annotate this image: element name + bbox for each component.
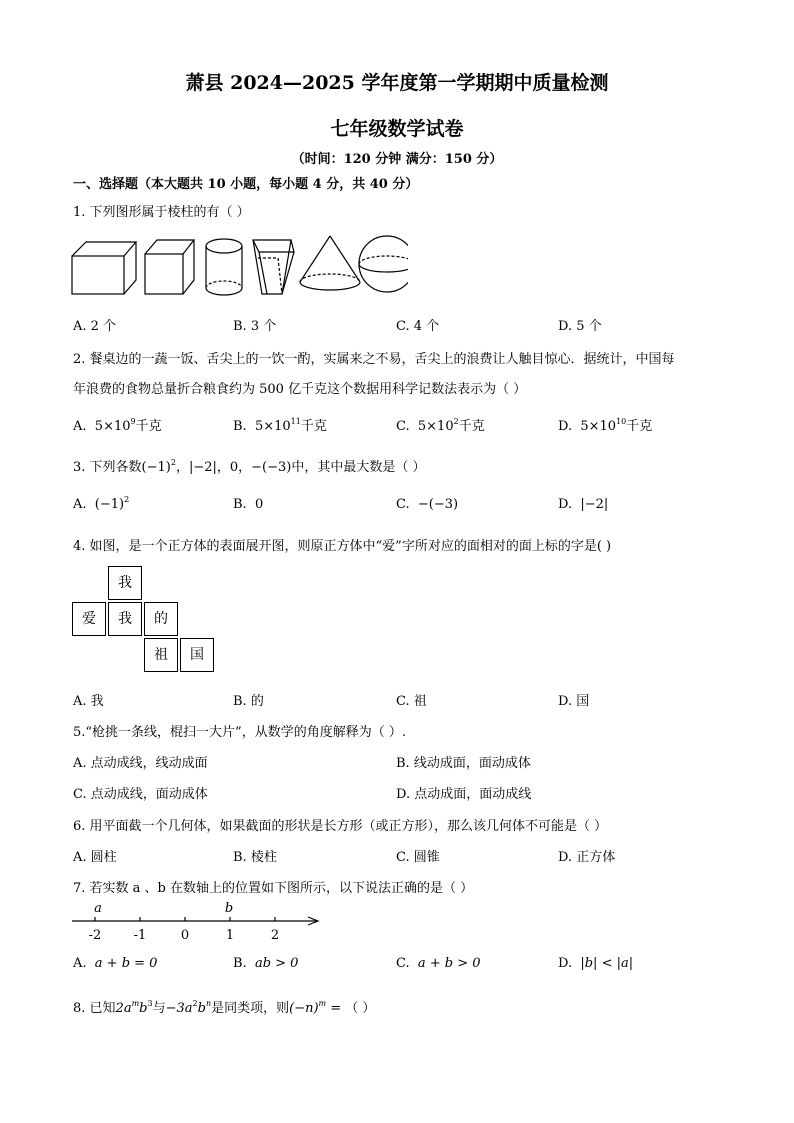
q6-option-c[interactable]: C. 圆锥: [396, 850, 440, 865]
q5-option-b[interactable]: B. 线动成面，面动成体: [396, 756, 531, 771]
q3-option-b[interactable]: B. 0: [233, 497, 264, 512]
q1-option-a[interactable]: A. 2 个: [73, 319, 117, 334]
q7-option-a[interactable]: A. a + b = 0: [73, 956, 158, 971]
q6-option-b[interactable]: B. 棱柱: [233, 850, 277, 865]
cuboid-icon: [72, 242, 136, 294]
tick-label: -1: [133, 928, 147, 943]
number-line: [70, 898, 325, 946]
tick-label: 0: [180, 928, 190, 943]
exam-info: （时间：120 分钟 满分：150 分）: [291, 152, 503, 167]
net-cell-top: 我: [108, 566, 142, 600]
q2-option-b[interactable]: B. $5\times 10^{11}$千克: [233, 417, 327, 434]
net-cell-zu: 祖: [144, 638, 178, 672]
q4-option-c[interactable]: C. 祖: [396, 694, 427, 709]
tick-label: 1: [225, 928, 235, 943]
question-5-stem: 5.“枪挑一条线，棍扫一大片”，从数学的角度解释为（ ）.: [73, 725, 406, 740]
exam-subtitle: 七年级数学试卷: [330, 118, 464, 140]
q2-option-d[interactable]: D. $5\times 10^{10}$千克: [558, 417, 653, 434]
q5-option-a[interactable]: A. 点动成线，线动成面: [73, 756, 208, 771]
sphere-icon: [359, 236, 408, 292]
q5-option-c[interactable]: C. 点动成线，面动成体: [73, 787, 208, 802]
tick-label: 2: [270, 928, 280, 943]
q6-option-a[interactable]: A. 圆柱: [73, 850, 117, 865]
q2-option-a[interactable]: A. $5\times 10^9$千克: [73, 417, 162, 434]
question-2-stem-line1: 2. 餐桌边的一蔬一饭、舌尖上的一饮一酌，实属来之不易，舌尖上的浪费让人触目惊心．据统计，中国每: [73, 352, 675, 367]
net-cell-of: 的: [144, 602, 178, 636]
question-1-stem: 1. 下列图形属于棱柱的有（ ）: [73, 205, 250, 220]
q1-solids-figure: [68, 232, 408, 300]
question-8-stem: 8. 已知$2a^mb^3$与$-3a^2b^n$是同类项，则$(-n)^m$ = （ ）: [73, 999, 376, 1016]
q5-option-d[interactable]: D. 点动成面，面动成线: [396, 787, 532, 802]
q3-option-c[interactable]: C. −(−3): [396, 497, 459, 512]
section-heading: 一、选择题（本大题共 10 小题，每小题 4 分，共 40 分）: [73, 177, 419, 192]
q1-option-b[interactable]: B. 3 个: [233, 319, 277, 334]
q4-option-d[interactable]: D. 国: [558, 694, 590, 709]
q3-option-a[interactable]: A. $(-1)^2$: [73, 495, 130, 512]
frustum-icon: [253, 240, 294, 294]
net-cell-love: 爱: [72, 602, 106, 636]
q1-option-c[interactable]: C. 4 个: [396, 319, 440, 334]
q7-option-d[interactable]: D. |b| < |a|: [558, 956, 634, 971]
q3-option-d[interactable]: D. |−2|: [558, 497, 609, 512]
exam-title: 萧县 2024—2025 学年度第一学期期中质量检测: [185, 72, 609, 94]
question-7-stem: 7. 若实数 a 、b 在数轴上的位置如下图所示，以下说法正确的是（ ）: [73, 881, 474, 896]
net-cell-guo: 国: [180, 638, 214, 672]
point-b-label: b: [224, 901, 234, 916]
question-2-stem-line2: 年浪费的食物总量折合粮食约为 500 亿千克这个数据用科学记数法表示为（ ）: [73, 382, 527, 397]
cone-icon: [300, 236, 360, 290]
net-cell-me: 我: [108, 602, 142, 636]
tick-label: -2: [88, 928, 102, 943]
point-a-label: a: [94, 901, 102, 916]
q4-option-a[interactable]: A. 我: [73, 694, 104, 709]
cylinder-icon: [206, 239, 242, 295]
q7-option-c[interactable]: C. a + b > 0: [396, 956, 481, 971]
q4-option-b[interactable]: B. 的: [233, 694, 264, 709]
question-6-stem: 6. 用平面截一个几何体，如果截面的形状是长方形（或正方形），那么该几何体不可能是（ ）: [73, 819, 608, 834]
q2-option-c[interactable]: C. $5\times 10^2$千克: [396, 417, 485, 434]
cube-icon: [145, 240, 194, 294]
q6-option-d[interactable]: D. 正方体: [558, 850, 616, 865]
q1-option-d[interactable]: D. 5 个: [558, 319, 602, 334]
question-3-stem: 3. 下列各数$(-1)^2$，|−2|，0，−(−3)中，其中最大数是（ ）: [73, 458, 426, 475]
q7-option-b[interactable]: B. ab > 0: [233, 956, 299, 971]
question-4-stem: 4. 如图，是一个正方体的表面展开图，则原正方体中“爱”字所对应的面相对的面上标的字是( ): [73, 539, 612, 554]
